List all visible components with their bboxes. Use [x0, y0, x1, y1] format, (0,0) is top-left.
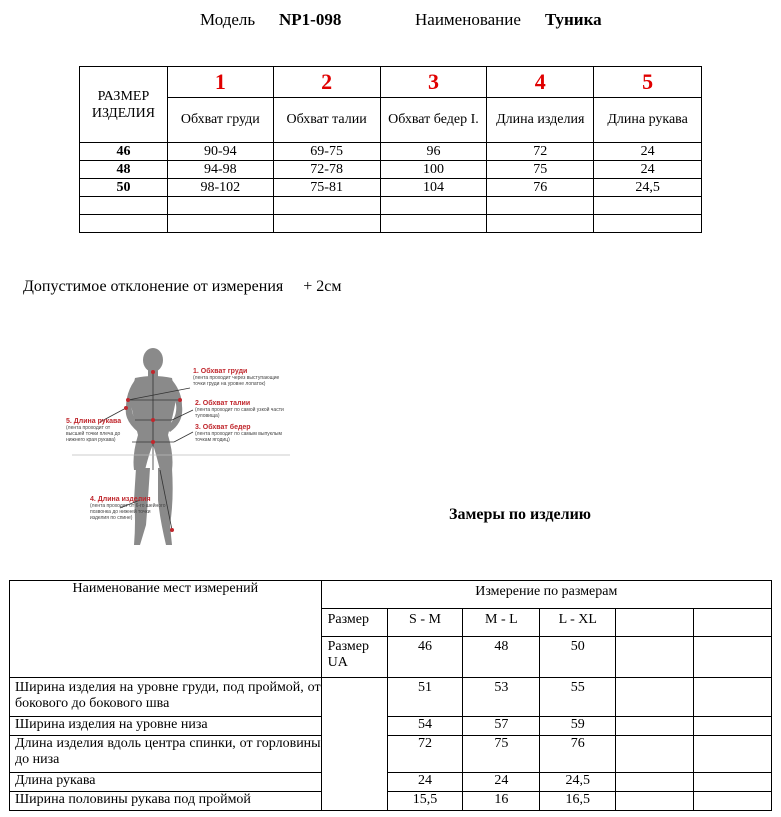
size-ua-cell: 46 [387, 637, 463, 678]
table-cell: 94-98 [167, 161, 273, 179]
tolerance-note [23, 278, 341, 296]
column-label: Длина изделия [487, 98, 594, 143]
measurement-label: Длина изделия вдоль центра спинки, от горловины до низа [10, 736, 322, 773]
column-label: Обхват груди [167, 98, 273, 143]
empty-row [80, 197, 702, 215]
table-row [80, 161, 702, 179]
table-cell: 16,5 [540, 792, 616, 811]
table-cell: 75 [463, 736, 540, 773]
size-cell: 48 [80, 161, 168, 179]
table-row [80, 179, 702, 197]
annotation-hips: 3. Обхват бедер (лента проходит по самым выпуклым точкам ягодиц) [195, 424, 282, 443]
measurement-label: Ширина изделия на уровне низа [10, 717, 322, 736]
table-row [10, 792, 772, 811]
table-cell: 24 [594, 161, 702, 179]
name-label: Наименование [415, 10, 521, 29]
model-label: Модель [200, 10, 256, 29]
column-label: Обхват талии [273, 98, 380, 143]
table-cell: 75-81 [273, 179, 380, 197]
table-row [80, 143, 702, 161]
table-cell: 75 [487, 161, 594, 179]
table-cell: 90-94 [167, 143, 273, 161]
table-cell: 24 [387, 773, 463, 792]
size-column: S - M [387, 609, 463, 637]
table-cell: 76 [540, 736, 616, 773]
table-cell: 55 [540, 678, 616, 717]
column-number: 2 [273, 67, 380, 98]
table-cell: 24,5 [594, 179, 702, 197]
measurement-figure [60, 340, 300, 554]
measurements-title: Замеры по изделию [449, 506, 592, 523]
column-label: Обхват бедер I. [380, 98, 487, 143]
size-column: M - L [463, 609, 540, 637]
measurement-label: Ширина изделия на уровне груди, под проймой, от бокового до бокового шва [10, 678, 322, 717]
table-row [10, 736, 772, 773]
tolerance-label: Допустимое отклонение от измерения [23, 278, 284, 295]
table-cell: 15,5 [387, 792, 463, 811]
empty-row [80, 215, 702, 233]
column-label: Длина рукава [594, 98, 702, 143]
table-cell: 53 [463, 678, 540, 717]
annotation-chest: 1. Обхват груди (лента проходит через выступающие точки груди на уровне лопаток) [193, 368, 280, 387]
tolerance-value: + 2см [303, 278, 342, 295]
column-number: 3 [380, 67, 487, 98]
table-row [10, 717, 772, 736]
size-cell: 50 [80, 179, 168, 197]
annotation-sleeve: 5. Длина рукава (лента проходит от высшей точки плеча до нижнего края рукава) [66, 418, 122, 443]
size-ua-cell: 48 [463, 637, 540, 678]
measurement-label: Длина рукава [10, 773, 322, 792]
measurement-label: Ширина половины рукава под проймой [10, 792, 322, 811]
table-cell: 98-102 [167, 179, 273, 197]
table-cell: 100 [380, 161, 487, 179]
size-cell: 46 [80, 143, 168, 161]
size-ua-cell: 50 [540, 637, 616, 678]
name-value: Туника [545, 10, 602, 29]
table-cell: 54 [387, 717, 463, 736]
table-cell: 59 [540, 717, 616, 736]
column-number: 1 [167, 67, 273, 98]
annotation-waist: 2. Обхват талии (лента проходит по самой узкой части туловища) [195, 400, 284, 419]
table-cell: 24,5 [540, 773, 616, 792]
place-header: Наименование мест измерений [10, 581, 322, 678]
size-label: Размер [321, 609, 387, 637]
size-table [79, 66, 702, 233]
table-cell: 72-78 [273, 161, 380, 179]
table-cell: 51 [387, 678, 463, 717]
table-cell: 16 [463, 792, 540, 811]
table-cell: 24 [594, 143, 702, 161]
size-ua-label: Размер UA [321, 637, 387, 678]
size-column: L - XL [540, 609, 616, 637]
table-row [10, 773, 772, 792]
annotation-length: 4. Длина изделия (лента проходит от 6-го шейного позвонка до нижней точки изделия по спине) [90, 496, 166, 521]
table-cell: 96 [380, 143, 487, 161]
table-cell: 72 [487, 143, 594, 161]
size-header: РАЗМЕР ИЗДЕЛИЯ [80, 67, 168, 143]
by-sizes-header: Измерение по размерам [321, 581, 771, 609]
column-number: 5 [594, 67, 702, 98]
document-header [0, 10, 781, 34]
column-number: 4 [487, 67, 594, 98]
table-cell: 57 [463, 717, 540, 736]
table-cell: 69-75 [273, 143, 380, 161]
table-row [10, 678, 772, 717]
table-cell: 104 [380, 179, 487, 197]
table-cell: 24 [463, 773, 540, 792]
measurements-table [9, 580, 772, 811]
table-cell: 76 [487, 179, 594, 197]
table-cell: 72 [387, 736, 463, 773]
model-value: NP1-098 [279, 10, 342, 29]
